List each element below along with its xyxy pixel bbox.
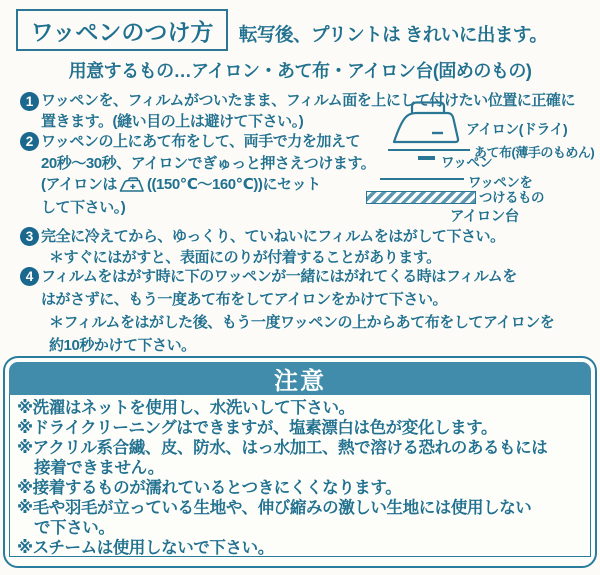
caution-item-continuation: で下さい。 (34, 519, 115, 537)
step-3-line-1: 完全に冷えてから、ゆっくり、ていねいにフィルムをはがして下さい。 (41, 228, 505, 245)
caution-box (3, 356, 597, 568)
step-2-line-3 (41, 176, 321, 193)
caution-item: ※洗濯はネットを使用し、水洗いして下さい。 (17, 399, 355, 417)
target-label-1: ワッペンを (468, 175, 533, 190)
iron-temp-icon (119, 177, 145, 193)
step-2-line-3-pre: (アイロンは (41, 176, 117, 193)
caution-item: ※毛や羽毛が立っている生地や、伸び縮みの激しい生地には使用しない (17, 499, 532, 517)
step-1-number: 1 (20, 92, 39, 111)
step-4-note-2: 約10秒かけて下さい。 (49, 337, 196, 354)
caution-item-continuation: 接着できません。 (34, 459, 164, 477)
caution-item: ※ドライクリーニングはできますが、塩素漂白は色が変化します。 (17, 419, 498, 437)
title-box (16, 9, 228, 51)
patch-label: ワッペン (441, 155, 493, 170)
step-1-line-2: 置きます。(縫い目の上は避けて下さい。) (41, 113, 304, 130)
step-2-number: 2 (20, 132, 39, 151)
iron-icon (392, 100, 464, 146)
step-1-line-1: ワッペンを、フィルムがついたまま、フィルム面を上にして付けたい位置に正確に (41, 92, 576, 109)
step-2-line-4: して下さい。) (41, 199, 126, 216)
step-4-number: 4 (20, 267, 39, 286)
caution-item: ※アクリル系合繊、皮、防水、はっ水加工、熱で溶ける恐れのあるもには (17, 439, 548, 457)
iron-label: アイロン(ドライ) (466, 121, 568, 137)
step-3-note: ＊すぐにはがすと、表面にのりが付着することがあります。 (49, 249, 441, 266)
caution-item: ※スチームは使用しないで下さい。 (17, 539, 274, 557)
step-3-number: 3 (20, 227, 39, 246)
step-4-line-2: はがさずに、もう一度あて布をしてアイロンをかけて下さい。 (41, 291, 448, 308)
step-4-line-1: フィルムをはがす時に下のワッペンが一緒にはがれてくる時はフィルムを (41, 268, 517, 285)
step-2-line-1: ワッペンの上にあて布をして、両手で力を加えて (41, 133, 361, 150)
target-label-2: つけるもの (479, 190, 544, 205)
caution-item: ※接着するものが濡れているとつきにくくなります。 (17, 479, 402, 497)
board-hatch (366, 191, 476, 204)
patch-swatch (418, 156, 435, 160)
board-label: アイロン台 (450, 209, 519, 225)
caution-header-bar (9, 362, 591, 395)
caution-body (9, 395, 591, 557)
subtitle: 転写後、プリントは きれいに出ます。 (239, 24, 548, 45)
step-2-line-3-post: ((150℃〜160℃))にセット (146, 176, 321, 193)
step-4-note-1: ＊フィルムをはがした後、もう一度ワッペンの上からあて布をしてアイロンを (49, 314, 555, 331)
page-title: ワッペンのつけ方 (30, 18, 214, 45)
step-2-line-2: 20秒〜30秒、アイロンでぎゅっと押さえつけます。 (41, 155, 376, 172)
target-line (380, 178, 464, 180)
caution-title: 注意 (274, 368, 326, 395)
prepare-heading: 用意するもの…アイロン・あて布・アイロン台(固めのもの) (68, 61, 532, 81)
cloth-label: あて布(薄手のもめん) (474, 145, 595, 160)
